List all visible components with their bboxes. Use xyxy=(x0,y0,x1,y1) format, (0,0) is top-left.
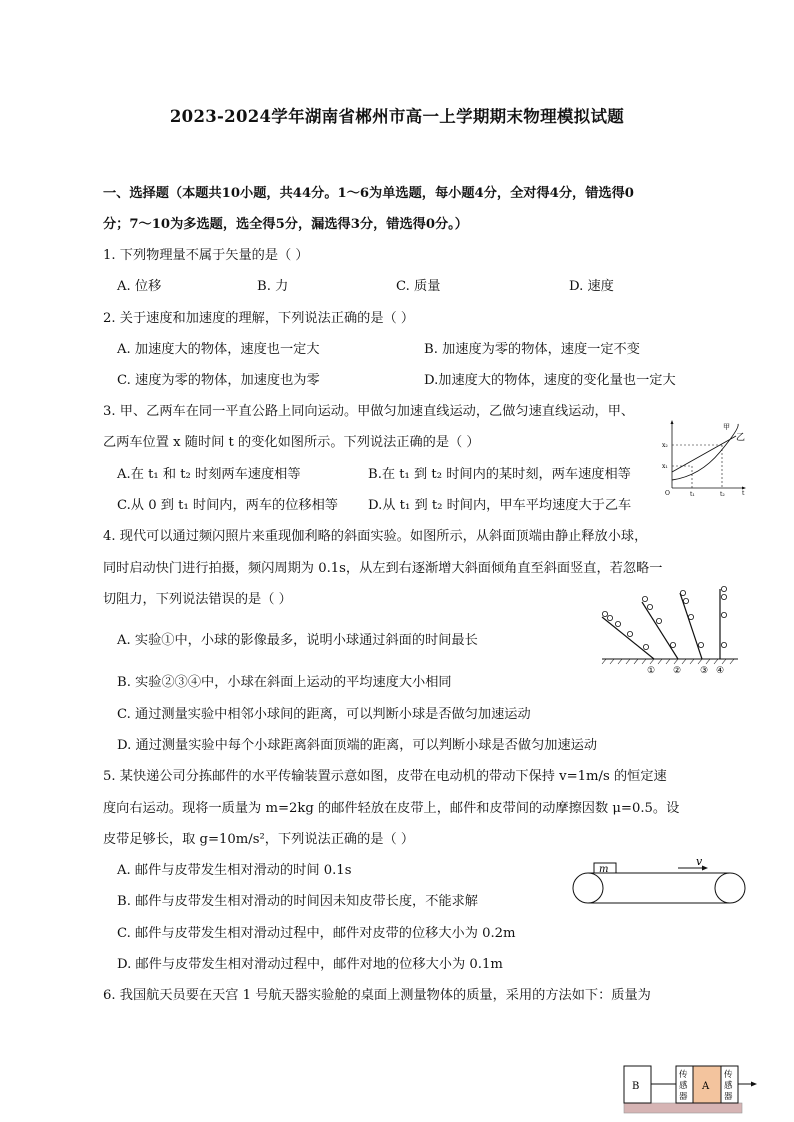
right-roller xyxy=(715,873,745,903)
q6-sensor-figure xyxy=(622,1060,762,1116)
graph-label-t1: t₁ xyxy=(690,491,695,498)
q2-option-b: B. 加速度为零的物体，速度一定不变 xyxy=(424,342,640,357)
incline-label-3: ③ xyxy=(700,666,709,676)
graph-label-x2: x₂ xyxy=(662,442,668,449)
q2-option-d: D.加速度大的物体，速度的变化量也一定大 xyxy=(424,373,676,388)
graph-label-yi: 乙 xyxy=(736,433,746,443)
ball xyxy=(721,642,726,647)
ball xyxy=(680,590,685,595)
ground-hatching xyxy=(602,659,734,664)
q1-stem: 1. 下列物理量不属于矢量的是（ ） xyxy=(103,248,309,263)
q4-option-b: B. 实验②③④中，小球在斜面上运动的平均速度大小相同 xyxy=(117,675,452,690)
velocity-label-v: v xyxy=(696,855,703,868)
graph-label-jia: 甲 xyxy=(723,423,730,431)
q5-stem-line3: 皮带足够长，取 g=10m/s²，下列说法正确的是（ ） xyxy=(103,832,415,847)
sensor-1-char-1: 传 xyxy=(679,1070,688,1080)
incline-label-2: ② xyxy=(673,666,682,676)
q1-option-c: C. 质量 xyxy=(396,279,441,294)
section-header-line2: 分；7～10为多选题，选全得5分，漏选得3分，错选得0分。） xyxy=(103,217,468,232)
ball xyxy=(683,598,688,603)
mail-label-m: m xyxy=(599,864,609,875)
q3-option-b: B.在 t₁ 到 t₂ 时间内的某时刻，两车速度相等 xyxy=(368,467,631,482)
q4-incline-figure xyxy=(600,587,740,679)
sensor-2-char-3: 器 xyxy=(724,1092,733,1102)
ball xyxy=(656,618,661,623)
ball xyxy=(670,642,675,647)
q3-option-c: C.从 0 到 t₁ 时间内，两车的位移相等 xyxy=(117,498,338,513)
incline-label-4: ④ xyxy=(716,666,725,676)
sensor-2-char-1: 传 xyxy=(724,1070,733,1080)
q5-option-b: B. 邮件与皮带发生相对滑动的时间因未知皮带长度，不能求解 xyxy=(117,894,478,909)
q4-option-a: A. 实验①中，小球的影像最多，说明小球通过斜面的时间最长 xyxy=(117,633,478,648)
q4-stem-line2: 同时启动快门进行拍摄，频闪周期为 0.1s，从左到右逐渐增大斜面倾角直至斜面竖直，若忽略一 xyxy=(103,561,663,576)
graph-curve-jia xyxy=(672,424,738,480)
ball xyxy=(642,596,647,601)
left-roller xyxy=(573,873,603,903)
q5-stem-line1: 5. 某快递公司分拣邮件的水平传输装置示意如图，皮带在电动机的带动下保持 v=1m/s 的恒定速 xyxy=(103,769,667,784)
q3-xt-graph xyxy=(660,418,750,498)
q2-option-a: A. 加速度大的物体，速度也一定大 xyxy=(117,342,320,357)
ball xyxy=(615,621,620,626)
sensor-1-char-2: 感 xyxy=(679,1081,688,1091)
graph-label-t2: t₂ xyxy=(720,491,725,498)
ball xyxy=(698,642,703,647)
ball xyxy=(602,611,607,616)
q1-option-b: B. 力 xyxy=(257,279,289,294)
q6-stem-line1: 6. 我国航天员要在天宫 1 号航天器实验舱的桌面上测量物体的质量，采用的方法如下：质量为 xyxy=(103,988,651,1003)
q5-option-d: D. 邮件与皮带发生相对滑动过程中，邮件对地的位移大小为 0.1m xyxy=(117,957,503,972)
ball xyxy=(721,594,726,599)
graph-label-origin: O xyxy=(665,490,670,497)
q3-stem-line1: 3. 甲、乙两车在同一平直公路上同向运动。甲做匀加速直线运动，乙做匀速直线运动，甲、 xyxy=(103,404,635,419)
q4-option-d: D. 通过测量实验中每个小球距离斜面顶端的距离，可以判断小球是否做匀加速运动 xyxy=(117,738,598,753)
block-b-label: B xyxy=(632,1081,640,1092)
q5-conveyor-figure xyxy=(570,855,750,908)
ball xyxy=(643,644,648,649)
graph-label-t: t xyxy=(742,490,745,497)
q4-stem-line3: 切阻力，下列说法错误的是（ ） xyxy=(103,592,292,607)
q2-option-c: C. 速度为零的物体，加速度也为零 xyxy=(117,373,320,388)
q5-option-a: A. 邮件与皮带发生相对滑动的时间 0.1s xyxy=(117,863,352,878)
ball xyxy=(688,614,693,619)
table-surface xyxy=(624,1103,742,1113)
graph-label-x1: x₁ xyxy=(662,463,668,470)
incline-label-1: ① xyxy=(647,666,656,676)
q1-option-d: D. 速度 xyxy=(569,279,614,294)
q3-option-a: A.在 t₁ 和 t₂ 时刻两车速度相等 xyxy=(117,467,301,482)
section-header-line1: 一、选择题（本题共10小题，共44分。1～6为单选题，每小题4分，全对得4分，错选得0 xyxy=(103,186,634,201)
q4-option-c: C. 通过测量实验中相邻小球间的距离，可以判断小球是否做匀加速运动 xyxy=(117,707,531,722)
q3-stem-line2: 乙两车位置 x 随时间 t 的变化如图所示。下列说法正确的是（ ） xyxy=(103,435,480,450)
sensor-2-char-2: 感 xyxy=(724,1081,733,1091)
q1-option-a: A. 位移 xyxy=(117,279,162,294)
incline-1 xyxy=(602,617,654,659)
q3-option-d: D.从 t₁ 到 t₂ 时间内，甲车平均速度大于乙车 xyxy=(368,498,632,513)
graph-y-arrow xyxy=(671,420,674,424)
incline-3 xyxy=(680,593,702,659)
q4-stem-line1: 4. 现代可以通过频闪照片来重现伽利略的斜面实验。如图所示，从斜面顶端由静止释放小球， xyxy=(103,529,648,544)
incline-2 xyxy=(642,602,678,659)
velocity-arrowhead xyxy=(702,866,708,871)
ball xyxy=(607,615,612,620)
page-title: 2023-2024学年湖南省郴州市高一上学期期末物理模拟试题 xyxy=(169,107,625,126)
ball xyxy=(647,604,652,609)
block-a-label: A xyxy=(702,1081,710,1092)
q5-option-c: C. 邮件与皮带发生相对滑动过程中，邮件对皮带的位移大小为 0.2m xyxy=(117,926,516,941)
ball xyxy=(721,612,726,617)
q2-stem: 2. 关于速度和加速度的理解，下列说法正确的是（ ） xyxy=(103,311,415,326)
sensor-1-char-3: 器 xyxy=(679,1092,688,1102)
ball xyxy=(627,631,632,636)
q5-stem-line2: 度向右运动。现将一质量为 m=2kg 的邮件轻放在皮带上，邮件和皮带间的动摩擦因数 μ=0.5。设 xyxy=(103,801,680,816)
ball xyxy=(721,586,726,591)
pull-arrowhead xyxy=(751,1082,757,1087)
